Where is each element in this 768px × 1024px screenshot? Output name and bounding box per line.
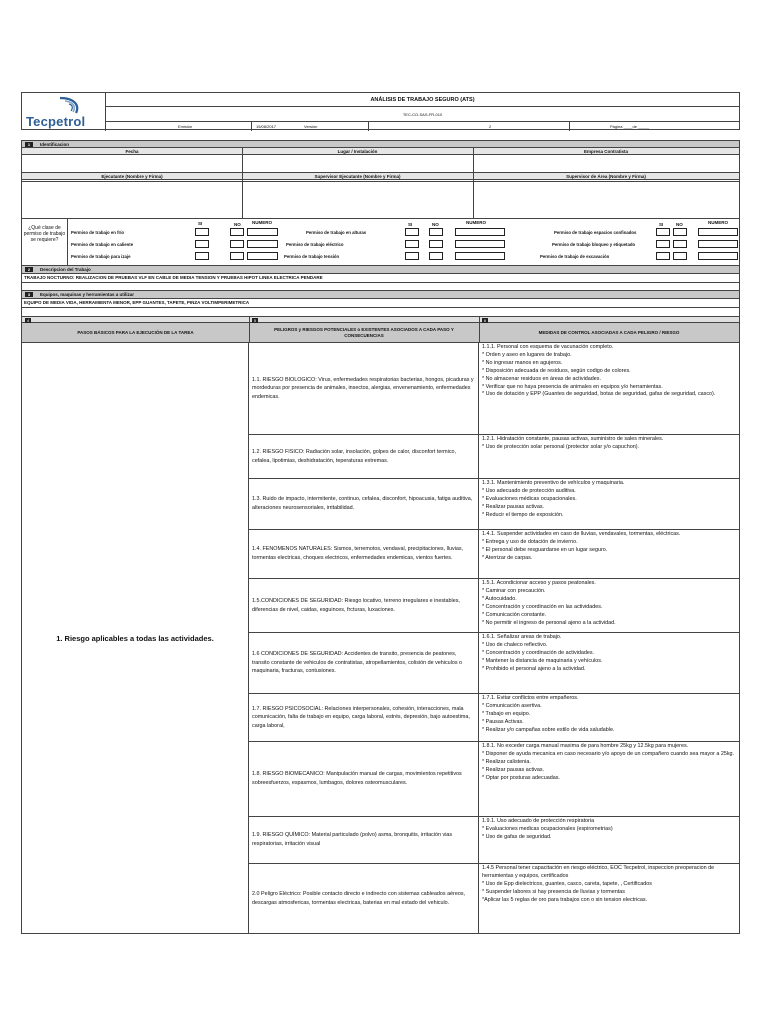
control-item: * Disponer de ayuda mecanica en caso necesario y/o apoyo de un compañero cuando sea mayor a 25kg. bbox=[482, 750, 735, 757]
control-item: * Uso adecuado de protección auditiva. bbox=[482, 487, 576, 494]
equipment-list-extra[interactable] bbox=[21, 308, 740, 317]
permit-caliente-number-field[interactable] bbox=[247, 240, 278, 248]
control-item: 1.2.1. Hidratación constante, pausas activas, suministro de sales minerales. bbox=[482, 436, 664, 442]
control-cell bbox=[479, 530, 739, 579]
numero-header-1: NUMERO bbox=[252, 220, 272, 225]
step-cell: 1. Riesgo aplicables a todas las actividades. bbox=[22, 343, 249, 934]
control-item: * Optar por posturas adecuadas. bbox=[482, 774, 560, 781]
no-header-2: NO bbox=[432, 222, 439, 227]
permit-izaje-si-checkbox[interactable] bbox=[195, 252, 209, 260]
risk-cell bbox=[249, 694, 479, 742]
column-6-tag: 6 bbox=[483, 318, 487, 323]
control-item: 1.4.1. Suspender actividades en caso de lluvias, vendavales, tormentas, eléctricas. bbox=[482, 531, 681, 537]
no-header-1: NO bbox=[234, 222, 241, 227]
numero-header-3: NUMERO bbox=[708, 220, 728, 225]
control-item: * Disposición adecuada de residuos, según codigo de colores. bbox=[482, 367, 631, 374]
risk-cell bbox=[249, 864, 479, 934]
control-item: 1.6.1. Señalizar areas de trabajo. bbox=[482, 634, 562, 640]
control-item: * Uso de dotación y EPP (Guantes de seguridad, botas de seguridad, gafas de seguridad, casco). bbox=[482, 391, 716, 398]
permit-electrico-number-field[interactable] bbox=[455, 240, 505, 248]
risk-text: 1.5.CONDICIONES DE SEGURIDAD: Riesgo locativo, terreno irregulares e inestables, diferencias de nivel, caidas, esguinces, frcturas, luxaciones. bbox=[252, 597, 460, 613]
column-5-tag: 5 bbox=[253, 318, 257, 323]
control-item: 1.1.1. Personal con esquema de vacunación completo. bbox=[482, 344, 614, 350]
permit-label-alturas: Permiso de trabajo en alturas bbox=[306, 230, 367, 235]
peligros-header: PELIGROS y RIESGOS POTENCIALES o EXISTENTES ASOCIADOS A CADA PASO Y CONSECUENCIAS bbox=[274, 327, 454, 338]
control-item: * Uso de gafas de seguridad. bbox=[482, 833, 552, 840]
control-item: * Reducir el tiempo de exposición. bbox=[482, 511, 564, 518]
control-item: * Realizar calistenia. bbox=[482, 758, 531, 765]
control-item: * Evaluaciones medicas ocupacionales (espirometrias) bbox=[482, 825, 613, 832]
emision-label: Emisión bbox=[178, 124, 193, 129]
numero-header-2: NUMERO bbox=[466, 220, 486, 225]
control-item: * Uso de Epp dielectricos, guantes, casco, careta, tapete, , Certificados bbox=[482, 880, 652, 887]
risk-text: 1.1. RIESGO BIOLOGICO: Virus, enfermedades respiratorias bacterias, hongos, picaduras y mordeduras por presencia de animales, insectos, alergias, envenenamiento, enfermedades endemicas. bbox=[252, 376, 474, 400]
permit-alturas-si-checkbox[interactable] bbox=[405, 228, 419, 236]
permit-label-excavacion: Permiso de trabajo de excavación bbox=[540, 254, 610, 259]
permit-question: ¿Qué clase de permiso de trabajo se requiere? bbox=[22, 219, 68, 266]
control-item: * No almacenar residuos en áreas de actividades. bbox=[482, 375, 601, 382]
pagina-label: Página ____de _____ bbox=[610, 124, 650, 129]
control-item: * Prohibido el personal ajeno a la actividad. bbox=[482, 665, 586, 672]
empresa-header: Empresa Contratista bbox=[473, 148, 739, 155]
permit-izaje-no-checkbox[interactable] bbox=[230, 252, 244, 260]
risk-cell bbox=[249, 579, 479, 633]
job-description-extra[interactable] bbox=[21, 283, 740, 291]
section-2-number: 2 bbox=[25, 267, 33, 272]
pasos-header: PASOS BÁSICOS PARA LA EJECUCIÓN DE LA TAREA bbox=[77, 330, 194, 335]
control-item: * Uso de chaleco reflectivo. bbox=[482, 641, 548, 648]
permit-label-bloqueo: Permiso de trabajo bloqueo y etiquetado bbox=[552, 242, 636, 247]
section-1-title: Identificacion bbox=[40, 142, 70, 147]
permit-confinados-si-checkbox[interactable] bbox=[656, 228, 670, 236]
fecha-header: Fecha bbox=[22, 148, 242, 155]
control-cell bbox=[479, 742, 739, 817]
form-header bbox=[21, 92, 740, 130]
permit-label-tension: Permiso de trabajo tensión bbox=[284, 254, 340, 259]
risk-cell bbox=[249, 633, 479, 694]
identification-grid bbox=[21, 148, 740, 219]
control-item: * Comunicación asertiva. bbox=[482, 702, 542, 709]
si-header-2: SI bbox=[408, 222, 413, 227]
control-item: 1.4.5 Personal tener capacitación en riesgo eléctrico, EOC Tecpetrol, inspeccion preoperacion de herramientas y equipos, certificados bbox=[482, 865, 715, 879]
permit-label-izaje: Permiso de trabajo para izaje bbox=[71, 254, 131, 259]
emision-date: 15/08/2017 bbox=[256, 124, 277, 129]
section-3-title: Equipos, maquinas y herramientas a utilizar bbox=[40, 292, 135, 297]
no-header-3: NO bbox=[676, 222, 683, 227]
form-code: TEC-CO-SAS-FR-010 bbox=[106, 107, 739, 122]
section-2-bar bbox=[21, 266, 740, 274]
control-item: * Evaluaciones médicas ocupacionales. bbox=[482, 495, 577, 502]
permit-label-caliente: Permiso de trabajo en caliente bbox=[71, 242, 134, 247]
control-item: * Autocuidado. bbox=[482, 595, 517, 602]
permit-confinados-number-field[interactable] bbox=[698, 228, 738, 236]
risk-text: 2.0 Peligro Eléctrico: Posible contacto directo e indirecto con sistemas cableados aéreos, descargas atmosfericas, tormentas electricas, baterias en mal estado del vehiculo. bbox=[252, 890, 466, 906]
permit-tension-number-field[interactable] bbox=[455, 252, 505, 260]
ejecutante-header: Ejecutante (Nombre y Firma) bbox=[22, 173, 242, 180]
permit-bloqueo-si-checkbox[interactable] bbox=[656, 240, 670, 248]
control-item: * No ingresar manos en agujeros. bbox=[482, 359, 563, 366]
control-item: * Comunicación constante. bbox=[482, 611, 547, 618]
permit-tension-si-checkbox[interactable] bbox=[405, 252, 419, 260]
form-title: ANÁLISIS DE TRABAJO SEGURO (ATS) bbox=[106, 93, 739, 107]
risk-cell bbox=[249, 742, 479, 817]
control-cell bbox=[479, 479, 739, 530]
permit-caliente-no-checkbox[interactable] bbox=[230, 240, 244, 248]
permit-excavacion-no-checkbox[interactable] bbox=[673, 252, 687, 260]
control-item: * Entrega y uso de dotación de invierno. bbox=[482, 538, 578, 545]
risk-cell bbox=[249, 435, 479, 479]
control-item: 1.9.1. Uso adecuado de protección respiratoria bbox=[482, 818, 595, 824]
brand-name: Tecpetrol bbox=[26, 114, 86, 129]
control-item: 1.5.1. Acondicionar acceso y pasos peatonales. bbox=[482, 580, 596, 586]
equipment-list[interactable]: EQUIPO DE MEDIA VIDA, HERRAMIENTA MENOR, EPP GUANTES, TAPETE, PINZA VOLTIMPERIMETRICA bbox=[21, 299, 740, 308]
job-description[interactable]: TRABAJO NOCTURNO: REALIZACION DE PRUEBAS VLF EN CABLE DE MEDIA TENSION Y PRUEBAS HIPOT LINEA ELECTRICA PENDARE bbox=[21, 274, 740, 283]
section-1-bar bbox=[21, 140, 740, 148]
section-2-title: Descripcion del Trabajo bbox=[40, 267, 91, 272]
version-label: Versión bbox=[304, 124, 318, 129]
risk-cell bbox=[249, 479, 479, 530]
control-item: * Concentración y coordinación en las actividades. bbox=[482, 603, 603, 610]
control-cell bbox=[479, 343, 739, 435]
permit-alturas-number-field[interactable] bbox=[455, 228, 505, 236]
form-meta bbox=[106, 122, 739, 131]
control-cell bbox=[479, 579, 739, 633]
lugar-header: Lugar / Instalación bbox=[242, 148, 473, 155]
si-header-3: SI bbox=[659, 222, 664, 227]
control-cell bbox=[479, 694, 739, 742]
control-item: * El personal debe resguardarse en un lugar seguro. bbox=[482, 546, 608, 553]
section-1-number: 1 bbox=[25, 142, 33, 147]
section-3-bar bbox=[21, 291, 740, 299]
control-item: 1.3.1. Mantenimiento preventivo de vehículos y maquinaria. bbox=[482, 480, 625, 486]
permit-label-confinados: Permiso de trabajo espacios confinados bbox=[554, 230, 637, 235]
risk-cell bbox=[249, 817, 479, 864]
risk-text: 1.8. RIESGO BIOMECANICO: Manipulación manual de cargas, movimientos repetitivos sobreesfuerzos, espasmos, lumbagos, dolores osteomusculares. bbox=[252, 771, 462, 786]
risk-text: 1.3. Ruido de impacto, intermitente, continuo, cefalea, disconfort, hipoacusia, fatiga auditiva, alteraciones neurosensoriales, irritabilidad. bbox=[252, 496, 473, 511]
control-cell bbox=[479, 864, 739, 934]
version-value: 2 bbox=[489, 124, 492, 129]
permit-frio-si-checkbox[interactable] bbox=[195, 228, 209, 236]
risk-cell bbox=[249, 530, 479, 579]
ats-form bbox=[21, 92, 740, 934]
control-item: * Pausas Activas. bbox=[482, 718, 524, 725]
permits-section bbox=[21, 219, 740, 266]
risk-text: 1.4. FENOMENOS NATURALES: Sismos, terremotos, vendaval, precipitaciones, lluvias, tormentas electricas, choques electricos, enfermedades endemicas, vientos fuertes. bbox=[252, 546, 464, 561]
medidas-header: MEDIDAS DE CONTROL ASOCIADAS A CADA PELIGRO / RIESGO bbox=[538, 330, 680, 335]
permit-label-frio: Permiso de trabajo en frío bbox=[71, 230, 125, 235]
si-header-1: SI bbox=[198, 221, 203, 226]
control-item: * Realizar pausas activas. bbox=[482, 766, 545, 773]
control-item: 1.7.1. Evitar conflictos entre empañeros. bbox=[482, 695, 579, 701]
control-item: * Suspender labores si hay presencia de lluvias y tormentas bbox=[482, 888, 625, 895]
control-item: * Concentración y coordinación de actividades. bbox=[482, 649, 595, 656]
permit-izaje-number-field[interactable] bbox=[247, 252, 278, 260]
control-item: * No permitir el ingreso de personal ajeno a la actividad. bbox=[482, 619, 616, 626]
control-cell bbox=[479, 817, 739, 864]
permit-frio-number-field[interactable] bbox=[247, 228, 278, 236]
risk-text: 1.6 CONDICIONES DE SEGURIDAD: Accidentes de transito, presencia de peatones, transito constante de vehiculos de contratistas, atropellamientos, colisión de vehiculos o maquinaria, fracturas, contusiones. bbox=[252, 651, 463, 675]
section-3-number: 3 bbox=[25, 292, 33, 297]
control-item: * Mantener la distancia de maquinaria y vehículos. bbox=[482, 657, 603, 664]
control-cell bbox=[479, 633, 739, 694]
risk-text: 1.9. RIESGO QUÍMICO: Material particulado (polvo) asma, bronquitis, irritación vias respiratorias, irritación visual bbox=[252, 832, 453, 847]
permit-caliente-si-checkbox[interactable] bbox=[195, 240, 209, 248]
control-item: * Realizar pausas activas. bbox=[482, 503, 545, 510]
permit-electrico-si-checkbox[interactable] bbox=[405, 240, 419, 248]
permit-bloqueo-no-checkbox[interactable] bbox=[673, 240, 687, 248]
supervisor-ejecutante-header: Supervisor Ejecutante (Nombre y Firma) bbox=[242, 173, 473, 180]
risk-text: 1.2. RIESGO FISICO: Radiación solar, insolación, golpes de calor, disconfort termico, cefalea, lipotimias, deshidratación, teperaturas extremas. bbox=[252, 448, 457, 464]
control-item: * Trabajo en equipo. bbox=[482, 710, 531, 717]
control-item: * Orden y aseo en lugares de trabajo. bbox=[482, 351, 572, 358]
permit-frio-no-checkbox[interactable] bbox=[230, 228, 244, 236]
control-item: * Caminar con precaución. bbox=[482, 587, 546, 594]
control-item: 1.8.1. No exceder carga manual maxima de para hombre 25kg y 12.5kg para mujeres. bbox=[482, 743, 689, 749]
control-cell bbox=[479, 435, 739, 479]
permit-electrico-no-checkbox[interactable] bbox=[429, 240, 443, 248]
permit-label-electrico: Permiso de trabajo eléctrico bbox=[286, 242, 344, 247]
permit-bloqueo-number-field[interactable] bbox=[698, 240, 738, 248]
risk-cell bbox=[249, 343, 479, 435]
permit-alturas-no-checkbox[interactable] bbox=[429, 228, 443, 236]
permit-excavacion-number-field[interactable] bbox=[698, 252, 738, 260]
tecpetrol-logo-icon bbox=[56, 96, 86, 116]
control-item: * Verificar que no haya presencia de animales en equipos y/o herramientas. bbox=[482, 383, 663, 390]
risk-table-header bbox=[21, 317, 740, 343]
risk-text: 1.7. RIESGO PSICOSOCIAL: Relaciones interpersonales, cohesión, interacciones, mala comunicación, falta de trabajo en equipo, carga laboral, estrés, depresión, bajo autoestima, carga laboral, bbox=[252, 705, 470, 729]
supervisor-area-header: Supervisor de Área (Nombre y Firma) bbox=[473, 173, 739, 180]
permit-excavacion-si-checkbox[interactable] bbox=[656, 252, 670, 260]
column-4-tag: 4 bbox=[26, 318, 30, 323]
control-item: * Aterrizar de carpas. bbox=[482, 554, 533, 561]
control-item: * Realizar y/o campañas sobre estilo de vida saludable. bbox=[482, 726, 615, 733]
risk-table-body bbox=[21, 343, 740, 934]
permit-confinados-no-checkbox[interactable] bbox=[673, 228, 687, 236]
company-logo bbox=[22, 93, 106, 131]
control-item: * Uso de protección solar personal (protector solar y/o capuchon). bbox=[482, 443, 640, 450]
control-item: *Aplicar las 5 reglas de oro para trabajos con o sin tension electricas. bbox=[482, 896, 648, 903]
permit-tension-no-checkbox[interactable] bbox=[429, 252, 443, 260]
